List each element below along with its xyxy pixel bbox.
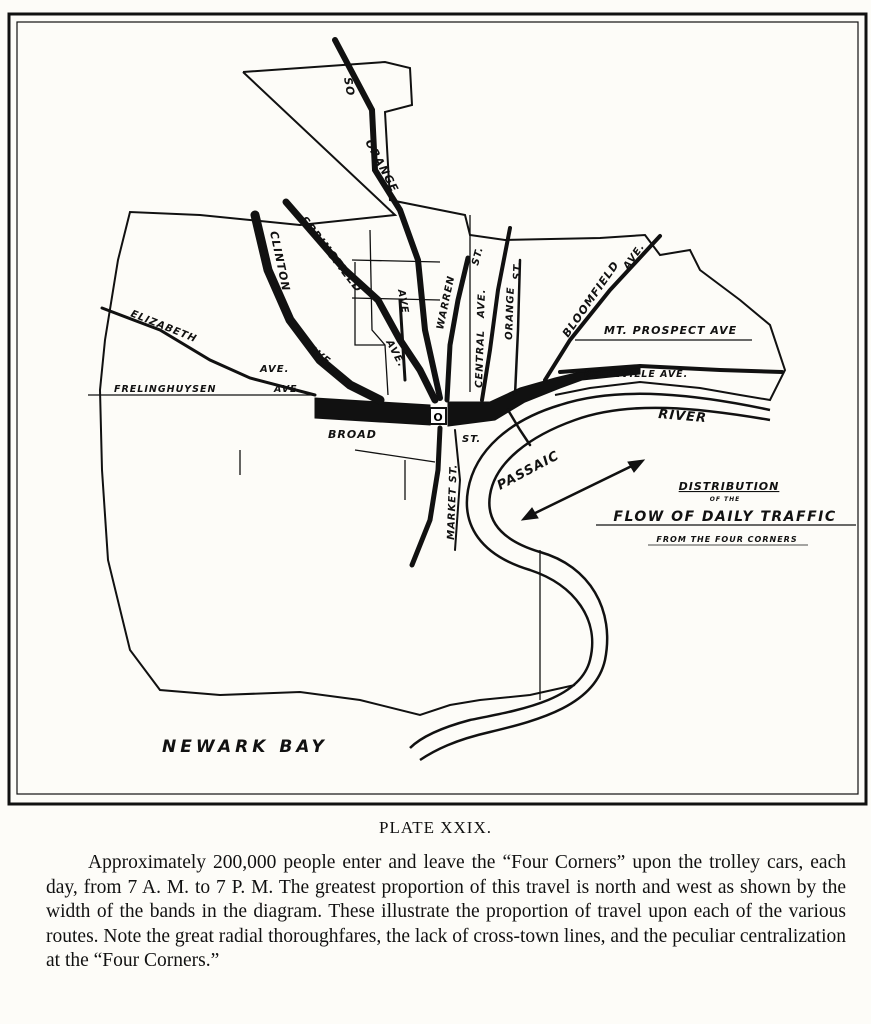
label-ave-high: AVE — [395, 288, 411, 315]
passaic-river-inner — [420, 408, 770, 760]
band-broad-st-west — [315, 398, 430, 425]
label-broad: BROAD — [328, 428, 377, 441]
label-ave-bloomfield: AVE. — [621, 241, 648, 272]
label-mt-prospect: MT. PROSPECT AVE — [604, 324, 738, 337]
label-central: CENTRAL — [474, 329, 488, 389]
label-frelinghuysen: FRELINGHUYSEN — [114, 384, 217, 395]
label-st-orange: ST. — [512, 260, 524, 281]
label-river: RIVER — [657, 407, 708, 427]
label-st-warren: ST. — [470, 245, 486, 267]
label-ave-central: AVE. — [476, 288, 489, 319]
caption-text: Approximately 200,000 people enter and leave the “Four Corners” upon the trolley cars, each day, from 7 A. M. to 7 P. M. The greatest proportion of this travel is north and west as shown by the width of the bands in the diagram. These illustrate the proportion of travel upon each of the various routes. Note the great radial thoroughfares, the lack of cross-town lines, and the peculiar centralization at the “Four Corners.” — [46, 852, 846, 971]
label-market: MARKET ST. — [446, 463, 460, 541]
map-title-line3: FLOW OF DAILY TRAFFIC — [613, 509, 837, 525]
label-ave-frelinghuysen: AVE. — [274, 384, 303, 395]
map-title-line1: DISTRIBUTION — [678, 480, 780, 493]
label-so: SO — [341, 76, 358, 98]
map-title-line2: OF THE — [709, 496, 741, 503]
band-market — [412, 428, 440, 565]
plate-title: PLATE XXIX. — [379, 818, 492, 837]
label-belleville: BELLEVILLE AVE. — [584, 369, 689, 380]
label-newark-bay: NEWARK BAY — [162, 737, 328, 757]
label-ave-springfield: AVE. — [383, 338, 407, 370]
label-ave-clinton: AVE. — [306, 343, 337, 371]
label-warren: WARREN — [435, 274, 458, 331]
label-passaic: PASSAIC — [494, 448, 563, 494]
label-bloomfield: BLOOMFIELD — [559, 258, 623, 340]
label-clinton: CLINTON — [267, 229, 293, 293]
map-title-line4: FROM THE FOUR CORNERS — [656, 535, 798, 544]
passaic-river-outer — [410, 394, 770, 748]
band-bloomfield — [545, 236, 660, 380]
label-elizabeth: ELIZABETH — [128, 308, 199, 346]
label-st-broad: ST. — [462, 434, 482, 445]
four-corners-label: O — [433, 411, 443, 424]
band-elizabeth — [102, 308, 315, 395]
label-orange-st: ORANGE — [504, 286, 517, 341]
label-ave-elizabeth: AVE. — [260, 364, 290, 375]
label-orange: ORANGE — [362, 137, 402, 195]
label-springfield: SPRINGFIELD — [297, 213, 366, 296]
